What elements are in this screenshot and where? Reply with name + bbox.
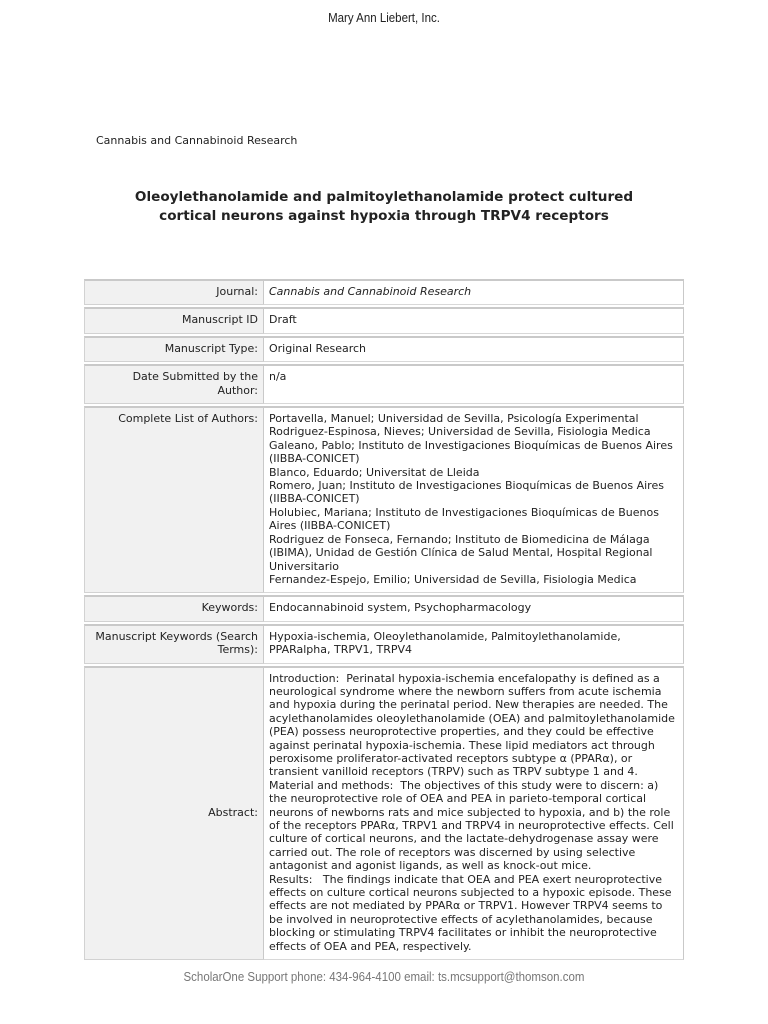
abstract-row — [84, 666, 684, 961]
authors-label: Complete List of Authors: — [84, 406, 263, 593]
search-terms-row — [84, 624, 684, 664]
journal-row — [84, 279, 684, 305]
manuscript-title: Oleoylethanolamide and palmitoylethanolamide protect cultured cortical neurons against hypoxia through TRPV4 receptors — [134, 189, 634, 224]
manuscript-id-label: Manuscript ID — [84, 307, 263, 333]
author-line: Rodriguez de Fonseca, Fernando; Instituto de Biomedicina de Málaga (IBIMA), Unidad de Gestión Clínica de Salud Mental, Hospital Regional Universitario — [269, 532, 653, 573]
date-submitted-value: n/a — [263, 364, 684, 404]
journal-value: Cannabis and Cannabinoid Research — [263, 279, 684, 305]
manuscript-type-label: Manuscript Type: — [84, 336, 263, 362]
search-terms-label: Manuscript Keywords (Search Terms): — [84, 624, 263, 664]
abstract-methods: Material and methods: The objectives of this study were to discern: a) the neuroprotective role of OEA and PEA in parieto-temporal cortical neurons of newborns rats and mice subjected to hypoxia, and b) the role of the receptors PPARα, TRPV1 and TRPV4 in neuroprotective effects. Cell culture of cortical neurons, and the lactate-dehydrogenase assay were carried out. The role of receptors was discerned by using selective antagonist and agonist ligands, as well as knock-out mice. — [269, 778, 678, 873]
authors-value — [263, 406, 684, 593]
author-line: Portavella, Manuel; Universidad de Sevilla, Psicología Experimental — [269, 412, 639, 426]
journal-label: Journal: — [84, 279, 263, 305]
date-submitted-label: Date Submitted by the Author: — [84, 364, 263, 404]
abstract-results: Results: The findings indicate that OEA and PEA exert neuroprotective effects on culture cortical neurons subjected to a hypoxic episode. These effects are not mediated by PPARα or TRPV1. However TRPV4 seems to be involved in neuroprotective effects of acylethanolamides, because blocking or stimulating TRPV4 facilitates or inhibit the neuroprotective effects of OEA and PEA, respectively. — [269, 872, 676, 953]
manuscript-details-table — [84, 277, 684, 962]
author-line: Rodriguez-Espinosa, Nieves; Universidad de Sevilla, Fisiologia Medica — [269, 425, 651, 439]
author-line: Romero, Juan; Instituto de Investigaciones Bioquímicas de Buenos Aires (IIBBA-CONICET) — [269, 479, 664, 506]
author-line: Galeano, Pablo; Instituto de Investigaciones Bioquímicas de Buenos Aires (IIBBA-CONICET) — [269, 438, 673, 466]
manuscript-id-value: Draft — [263, 307, 684, 333]
abstract-introduction: Introduction: Perinatal hypoxia-ischemia encefalopathy is defined as a neurological syndrome where the newborn suffers from acute ischemia and hypoxia during the perinatal period. New therapies are needed. The acylethanolamides oleoylethanolamide (OEA) and palmitoylethanolamide (PEA) possess neuroprotective properties, and they could be effective against perinatal hypoxia-ischemia. These lipid mediators act through peroxisome proliferator-activated receptors subtype α (PPARα), or transient vanilloid receptors (TRPV) such as TRPV subtype 1 and 4. — [269, 671, 679, 779]
manuscript-type-value: Original Research — [263, 336, 684, 362]
support-footer: ScholarOne Support phone: 434-964-4100 email: ts.mcsupport@thomson.com — [183, 970, 585, 984]
publisher-name: Mary Ann Liebert, Inc. — [328, 11, 440, 25]
author-line: Blanco, Eduardo; Universitat de Lleida — [269, 465, 480, 479]
keywords-row — [84, 595, 684, 621]
manuscript-type-row — [84, 336, 684, 362]
authors-row — [84, 406, 684, 593]
journal-header: Cannabis and Cannabinoid Research — [96, 134, 298, 147]
manuscript-id-row — [84, 307, 684, 333]
abstract-label: Abstract: — [84, 666, 263, 961]
author-line: Holubiec, Mariana; Instituto de Investigaciones Bioquímicas de Buenos Aires (IIBBA-CONICET) — [269, 505, 659, 533]
keywords-value: Endocannabinoid system, Psychopharmacology — [263, 595, 684, 621]
search-terms-value: Hypoxia-ischemia, Oleoylethanolamide, Palmitoylethanolamide, PPARalpha, TRPV1, TRPV4 — [263, 624, 684, 664]
date-submitted-row — [84, 364, 684, 404]
keywords-label: Keywords: — [84, 595, 263, 621]
abstract-value — [263, 666, 684, 961]
author-line: Fernandez-Espejo, Emilio; Universidad de Sevilla, Fisiologia Medica — [269, 572, 637, 586]
